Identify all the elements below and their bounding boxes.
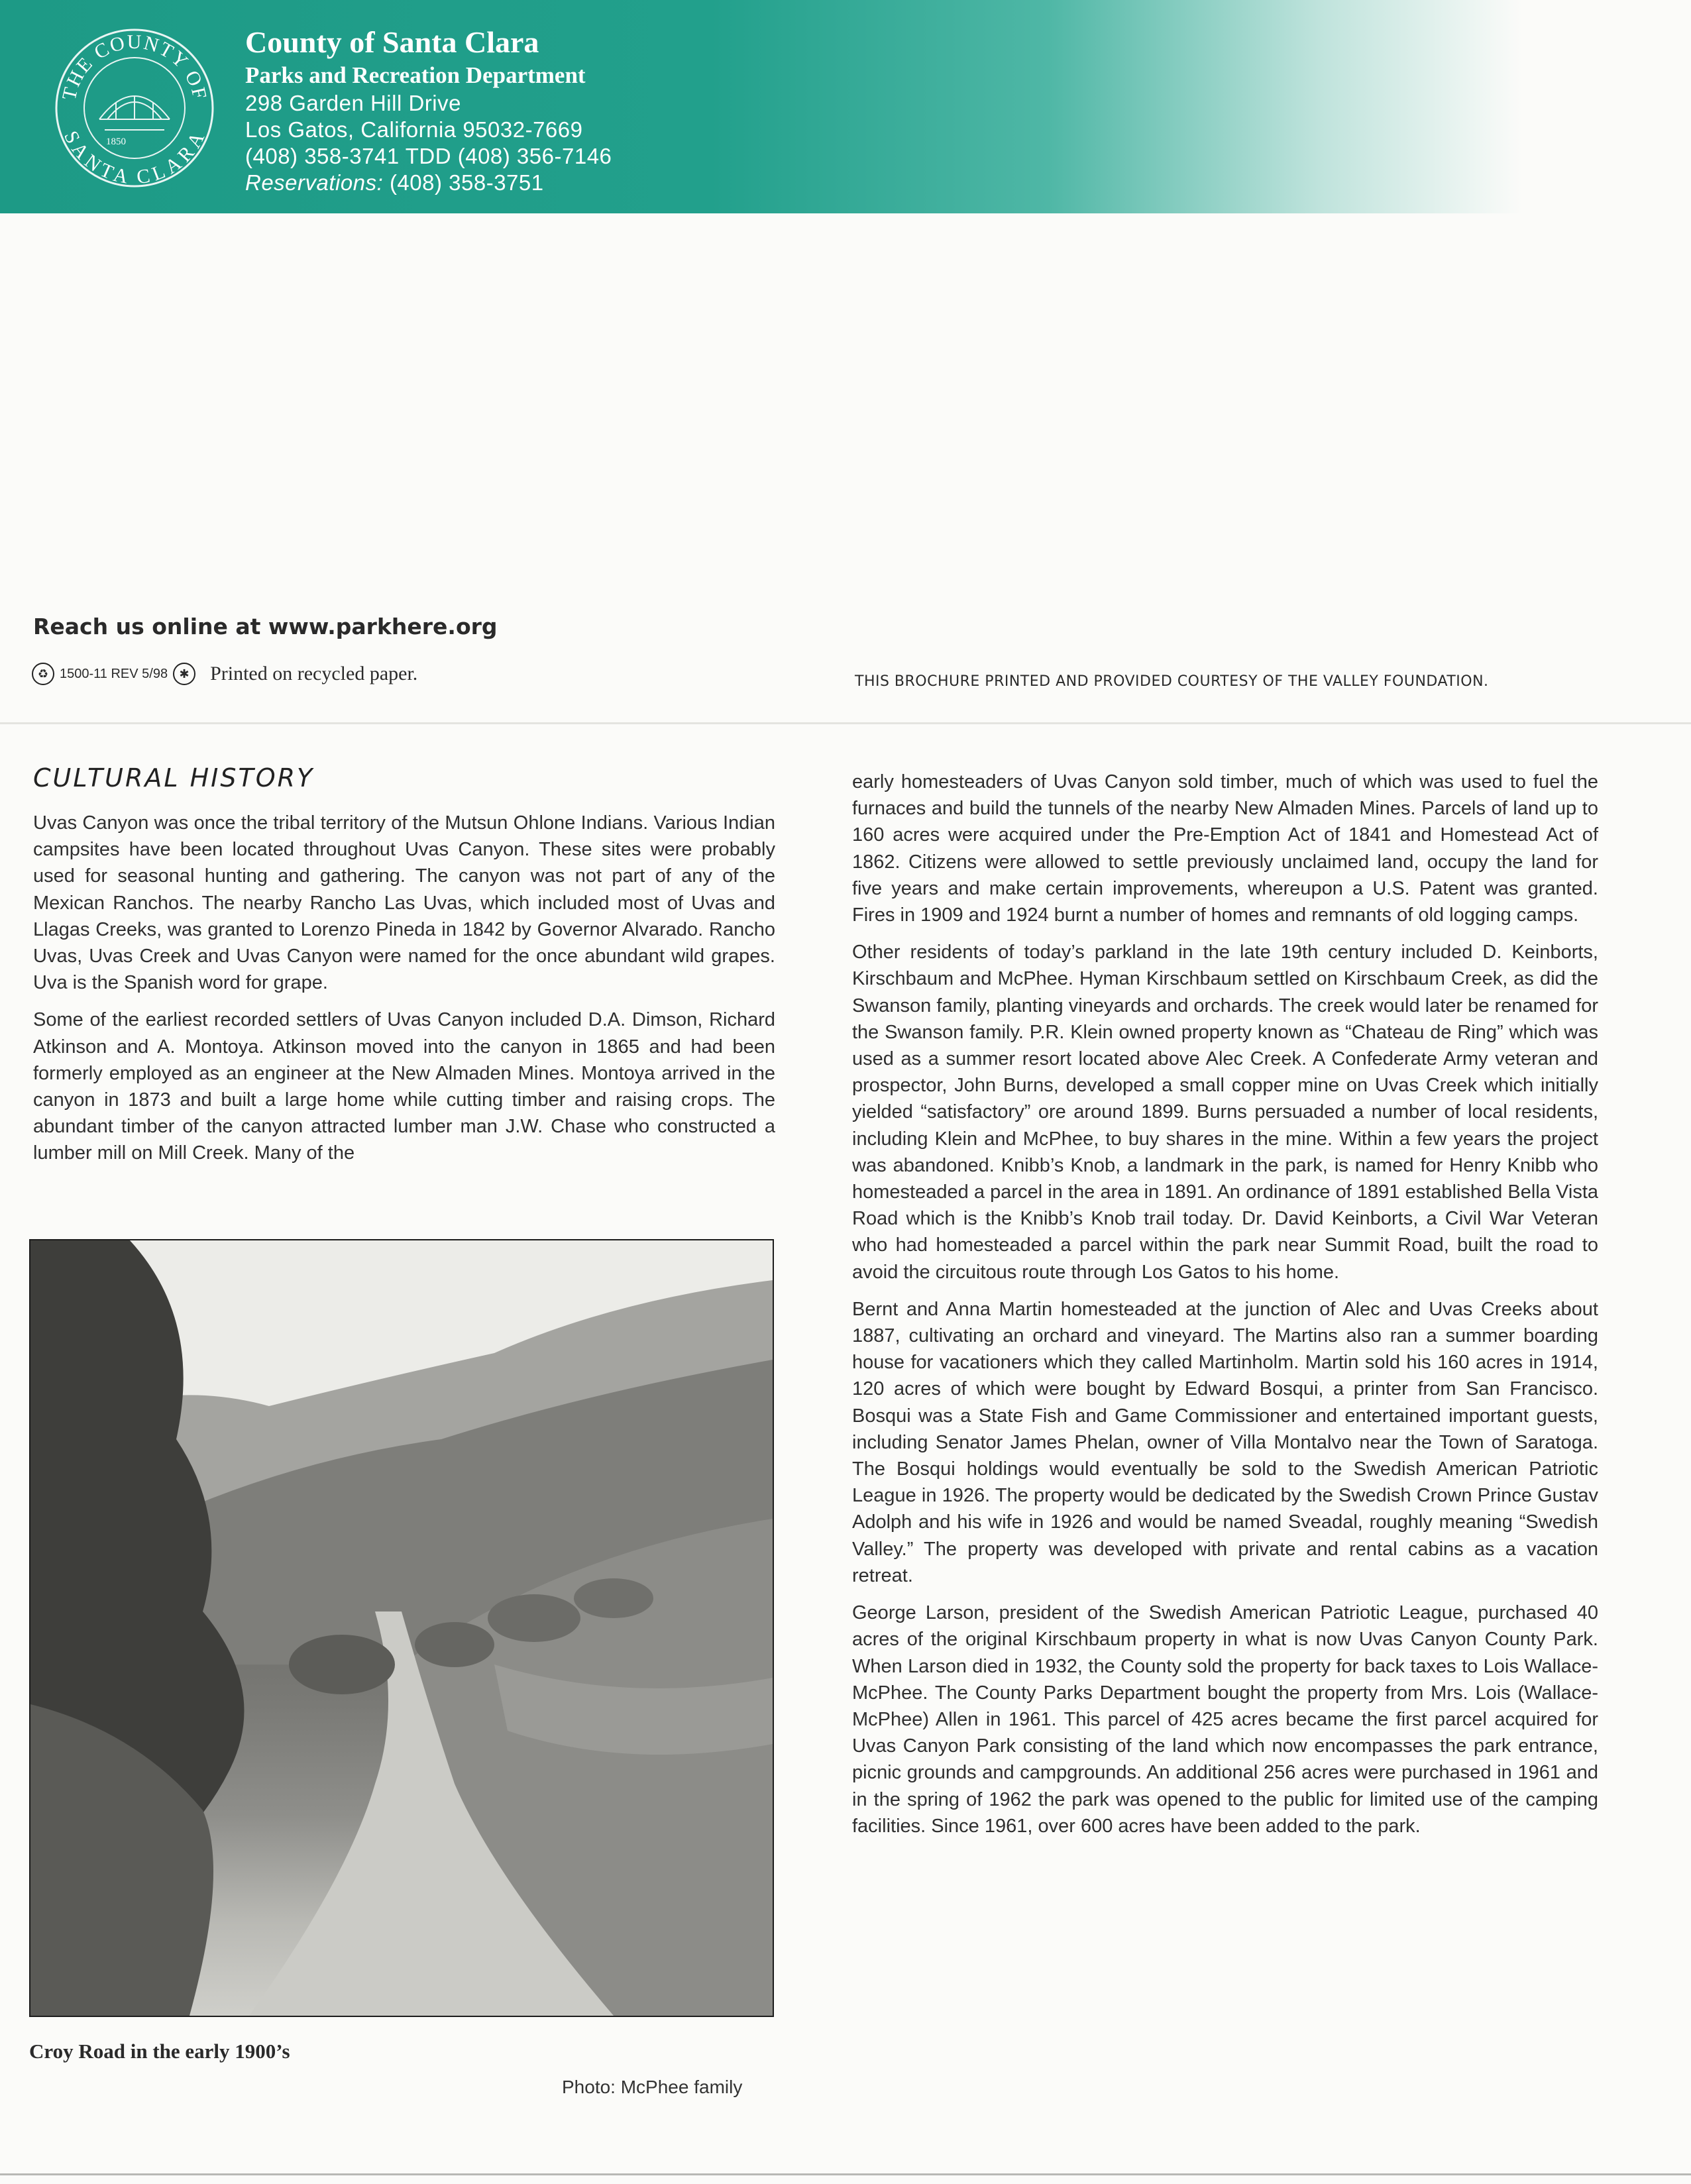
city-line: Los Gatos, California 95032-7669 bbox=[245, 117, 583, 142]
print-code: 1500-11 REV 5/98 bbox=[60, 666, 168, 681]
photo-caption: Croy Road in the early 1900’s bbox=[29, 2040, 290, 2063]
paragraph: Other residents of today’s parkland in the late 19th century included D. Keinborts, Kirschbaum and McPhee. Hyman Kirschbaum settled on Kirschbaum Creek, as did the Swanson family, planting vineyards and orchards. The creek would later be renamed for the Swanson family. P.R. Klein owned property known as “Chateau de Ring” which was used as a summer resort located above Alec Creek. A Confederate Army veteran and prospector, John Burns, developed a small copper mine on Uvas Creek which initially yielded “satisfactory” ore around 1899. Burns persuaded a number of local residents, including Klein and McPhee, to buy shares in the mine. Within a few years the project was abandoned. Knibb’s Knob, a landmark in the park, is named for Henry Knibb who homesteaded a parcel in the area in 1891. An ordinance of 1891 established Bella Vista Road which is the Knibb’s Knob trail today. Dr. David Keinborts, a Civil War Veteran who had homesteaded a parcel within the park near Summit Road, built the road to avoid the circuitous route through Los Gatos to his home. bbox=[852, 942, 1598, 1283]
phone-line: (408) 358-3741 TDD (408) 356-7146 bbox=[245, 144, 612, 168]
print-code-line bbox=[32, 663, 417, 685]
paragraph: Bernt and Anna Martin homesteaded at the junction of Alec and Uvas Creeks about 1887, cultivating an orchard and vineyard. The Martins also ran a summer boarding house for vacationers which they called Martinholm. Martin sold his 160 acres in 1914, 120 acres of which were bought by Edward Bosqui, a printer from San Francisco. Bosqui was a State Fish and Game Commissioner and entertained important guests, including Senator James Phelan, owner of Villa Montalvo near the Town of Saratoga. The Bosqui holdings would eventually be sold to the Swedish American Patriotic League in 1926. The property would be dedicated by the Swedish Crown Prince Gustav Adolph and his wife in 1926 and would be named Sveadal, roughly meaning “Swedish Valley.” The property was developed with private and rental cabins as a vacation retreat. bbox=[852, 1298, 1598, 1586]
photo-credit: Photo: McPhee family bbox=[562, 2077, 743, 2097]
historic-photo bbox=[29, 1239, 774, 2017]
recycle-icon: ♻ bbox=[32, 663, 54, 685]
header-band bbox=[0, 0, 1691, 213]
reservations-label: Reservations: bbox=[245, 170, 384, 195]
bottom-rule bbox=[0, 2173, 1691, 2175]
org-block bbox=[245, 24, 612, 196]
org-name: County of Santa Clara bbox=[245, 25, 539, 59]
county-seal-logo bbox=[53, 27, 216, 190]
seal-year: 1850 bbox=[106, 136, 126, 147]
recycled-note: Printed on recycled paper. bbox=[210, 663, 418, 684]
photo-illustration bbox=[30, 1240, 773, 2016]
union-bug-icon: ✱ bbox=[173, 663, 195, 685]
paragraph: Uvas Canyon was once the tribal territory of the Mutsun Ohlone Indians. Various Indian campsites have been located throughout Uvas Canyon. These sites were probably used for seasonal hunting and gathering. The canyon was not part of any of the Mexican Ranchos. The nearby Rancho Las Uvas, which included most of Uvas and Llagas Creeks, was granted to Lorenzo Pineda in 1842 by Governor Alvarado. Rancho Uvas, Uvas Creek and Uvas Canyon were named for the once abundant wild grapes. Uva is the Spanish word for grape. bbox=[33, 812, 775, 994]
reservations-phone: (408) 358-3751 bbox=[389, 170, 544, 195]
svg-text:SANTA CLARA: SANTA CLARA bbox=[60, 127, 209, 189]
svg-text:THE COUNTY OF: THE COUNTY OF bbox=[58, 30, 211, 103]
paragraph: Some of the earliest recorded settlers of Uvas Canyon included D.A. Dimson, Richard Atkinson and A. Montoya. Atkinson moved into the canyon in 1865 and had been formerly employed as an engineer at the New Almaden Mines. Montoya arrived in the canyon in 1873 and built a large home while cutting timber and raising crops. The abundant timber of the canyon attracted lumber man J.W. Chase who constructed a lumber mill on Mill Creek. Many of the bbox=[33, 1009, 775, 1164]
reservations-line bbox=[245, 170, 612, 196]
paragraph: George Larson, president of the Swedish American Patriotic League, purchased 40 acres of the original Kirschbaum property in what is now Uvas Canyon County Park. When Larson died in 1932, the County sold the property for back taxes to Lois Wallace-McPhee. The County Parks Department bought the property from Mrs. Lois (Wallace-McPhee) Allen in 1961. This parcel of 425 acres became the first parcel acquired for Uvas Canyon Park consisting of the land which now encompasses the park entrance, picnic grounds and campgrounds. An additional 256 acres were purchased in 1961 and in the spring of 1962 the park was opened to the public for limited use of the camping facilities. Since 1961, over 600 acres have been added to the park. bbox=[852, 1602, 1598, 1837]
courtesy-note: THIS BROCHURE PRINTED AND PROVIDED COURTESY OF THE VALLEY FOUNDATION. bbox=[855, 673, 1489, 690]
right-column bbox=[852, 769, 1598, 1850]
left-column bbox=[33, 810, 775, 1177]
address-line: 298 Garden Hill Drive bbox=[245, 91, 461, 115]
fold-line bbox=[0, 722, 1691, 724]
paragraph: early homesteaders of Uvas Canyon sold timber, much of which was used to fuel the furnaces and build the tunnels of the nearby New Almaden Mines. Parcels of land up to 160 acres were acquired under the Pre-Emption Act of 1841 and Homestead Act of 1862. Citizens were allowed to settle previously unclaimed land, occupy the land for five years and make certain improvements, whereupon a U.S. Patent was granted. Fires in 1909 and 1924 burnt a number of homes and remnants of old logging camps. bbox=[852, 771, 1598, 926]
website-line: Reach us online at www.parkhere.org bbox=[33, 614, 498, 639]
section-title: CULTURAL HISTORY bbox=[33, 763, 315, 792]
department-name: Parks and Recreation Department bbox=[245, 62, 586, 88]
